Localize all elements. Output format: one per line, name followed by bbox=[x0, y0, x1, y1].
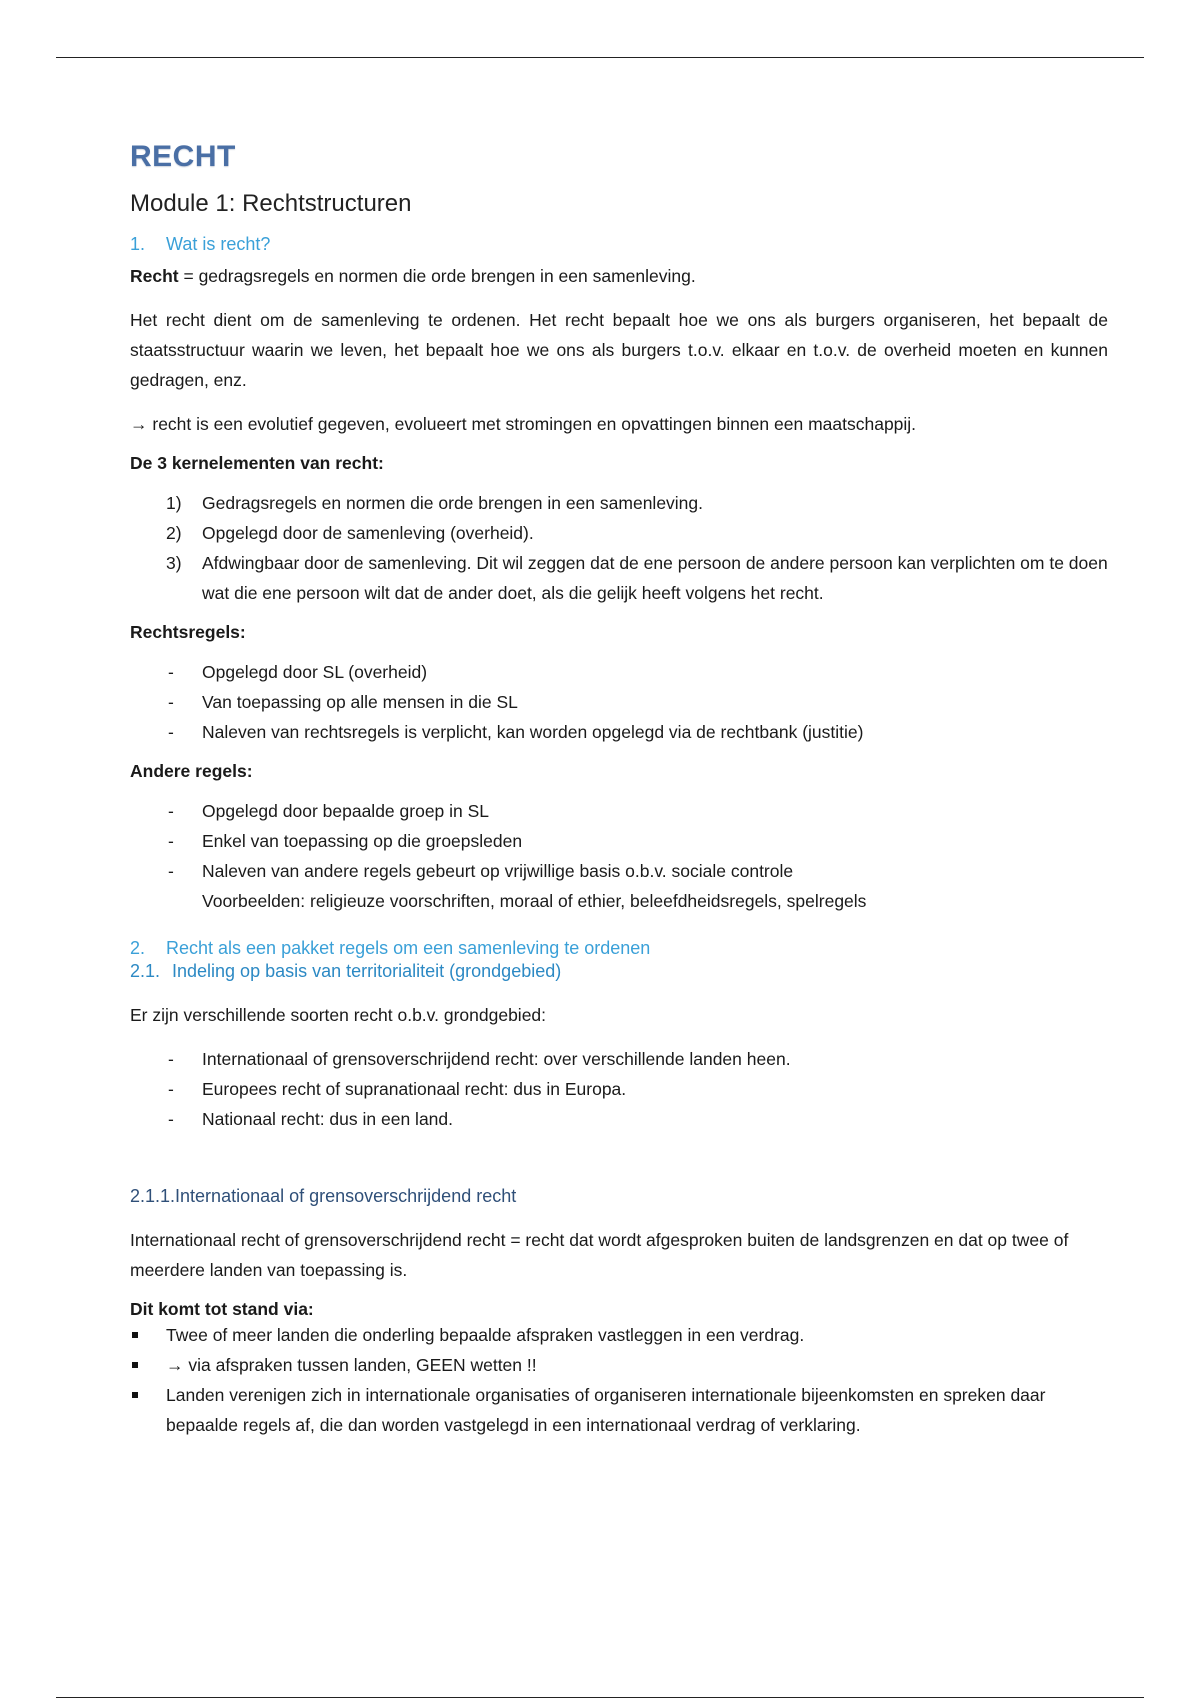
dash-marker: - bbox=[168, 831, 174, 851]
subsection-2-1-heading bbox=[130, 961, 1108, 982]
internationaal-recht-paragraph: Internationaal recht of grensoverschrijdend recht = recht dat wordt afgesproken buiten de landsgrenzen en dat op twee of meerdere landen van toepassing is. bbox=[130, 1230, 1069, 1280]
list-item-text: Landen verenigen zich in internationale organisaties of organiseren internationale bijeenkomsten en spreken daar bepaalde regels af, die dan worden vastgelegd in een internationaal verdrag of verklaring. bbox=[166, 1385, 1046, 1435]
list-item bbox=[130, 1350, 1108, 1380]
section-title: Recht als een pakket regels om een samenleving te ordenen bbox=[166, 938, 651, 958]
section-2-heading bbox=[130, 938, 1108, 959]
dash-marker: - bbox=[168, 1049, 174, 1069]
document-title: RECHT bbox=[130, 140, 236, 173]
section-number: 2. bbox=[130, 938, 146, 958]
list-item bbox=[130, 1104, 1108, 1134]
document-page bbox=[130, 140, 1108, 1454]
list-item-text: Van toepassing op alle mensen in die SL bbox=[202, 692, 518, 712]
list-item-text: Enkel van toepassing op die groepsleden bbox=[202, 831, 523, 851]
list-item bbox=[130, 1320, 1108, 1350]
list-item bbox=[130, 548, 1108, 608]
list-item-text: Twee of meer landen die onderling bepaalde afspraken vastleggen in een verdrag. bbox=[166, 1325, 805, 1345]
list-marker: 2) bbox=[166, 523, 182, 543]
territorialiteit-list bbox=[130, 1044, 1108, 1134]
list-item-text: Europees recht of supranationaal recht: dus in Europa. bbox=[202, 1079, 627, 1099]
kernelementen-label: De 3 kernelementen van recht: bbox=[130, 453, 384, 473]
list-item bbox=[130, 1380, 1108, 1440]
tot-stand-label: Dit komt tot stand via: bbox=[130, 1299, 314, 1319]
section-title: Wat is recht? bbox=[166, 234, 271, 254]
rechtsregels-label: Rechtsregels: bbox=[130, 622, 246, 642]
recht-definition bbox=[130, 261, 1108, 291]
list-item bbox=[130, 796, 1108, 826]
dash-marker: - bbox=[168, 1079, 174, 1099]
square-bullet-icon bbox=[132, 1392, 138, 1398]
square-bullet-icon bbox=[132, 1362, 138, 1368]
definition-term: Recht bbox=[130, 266, 179, 286]
examples-text: Voorbeelden: religieuze voorschriften, moraal of ethier, beleefdheidsregels, spelregels bbox=[202, 891, 867, 911]
subsection-title: Indeling op basis van territorialiteit (grondgebied) bbox=[172, 961, 562, 981]
tot-stand-list bbox=[130, 1320, 1108, 1440]
list-item-text: Opgelegd door de samenleving (overheid). bbox=[202, 523, 534, 543]
list-item-text: → via afspraken tussen landen, GEEN wetten !! bbox=[166, 1355, 537, 1375]
recht-paragraph: Het recht dient om de samenleving te ordenen. Het recht bepaalt hoe we ons als burgers organiseren, het bepaalt de staatsstructuur waarin we leven, het bepaalt hoe we ons als burgers t.o.v. elkaar en t.o.v. de overheid moeten en kunnen gedragen, enz. bbox=[130, 310, 1108, 390]
list-item bbox=[130, 687, 1108, 717]
kernelementen-list bbox=[130, 488, 1108, 608]
list-item bbox=[130, 657, 1108, 687]
list-item-text: Opgelegd door bepaalde groep in SL bbox=[202, 801, 490, 821]
list-item bbox=[130, 856, 1108, 916]
andere-regels-list bbox=[130, 796, 1108, 916]
list-item-text: Afdwingbaar door de samenleving. Dit wil zeggen dat de ene persoon de andere persoon kan verplichten om te doen wat die ene persoon wilt dat de ander doet, als die gelijk heeft volgens het recht. bbox=[202, 553, 1108, 603]
subsection-2-1-1-heading: 2.1.1.Internationaal of grensoverschrijdend recht bbox=[130, 1186, 517, 1206]
territorialiteit-intro: Er zijn verschillende soorten recht o.b.v. grondgebied: bbox=[130, 1005, 547, 1025]
list-item-text: Naleven van andere regels gebeurt op vrijwillige basis o.b.v. sociale controle bbox=[202, 861, 794, 881]
dash-marker: - bbox=[168, 692, 174, 712]
section-number: 1. bbox=[130, 234, 146, 254]
dash-marker: - bbox=[168, 662, 174, 682]
list-item-text: Gedragsregels en normen die orde brengen in een samenleving. bbox=[202, 493, 704, 513]
list-marker: 1) bbox=[166, 493, 182, 513]
list-item bbox=[130, 1074, 1108, 1104]
list-item bbox=[130, 1044, 1108, 1074]
dash-marker: - bbox=[168, 722, 174, 742]
list-item-text: Internationaal of grensoverschrijdend recht: over verschillende landen heen. bbox=[202, 1049, 791, 1069]
list-item bbox=[130, 826, 1108, 856]
dash-marker: - bbox=[168, 861, 174, 881]
module-heading: Module 1: Rechtstructuren bbox=[130, 190, 412, 217]
list-marker: 3) bbox=[166, 553, 182, 573]
footer-rule bbox=[56, 1697, 1144, 1698]
list-item bbox=[130, 717, 1108, 747]
arrow-note: → recht is een evolutief gegeven, evolueert met stromingen en opvattingen binnen een maatschappij. bbox=[130, 414, 917, 434]
subsection-number: 2.1. bbox=[130, 961, 161, 981]
list-item bbox=[130, 488, 1108, 518]
dash-marker: - bbox=[168, 1109, 174, 1129]
definition-text: = gedragsregels en normen die orde brengen in een samenleving. bbox=[178, 266, 696, 286]
square-bullet-icon bbox=[132, 1332, 138, 1338]
list-item-text: Nationaal recht: dus in een land. bbox=[202, 1109, 453, 1129]
andere-regels-label: Andere regels: bbox=[130, 761, 253, 781]
dash-marker: - bbox=[168, 801, 174, 821]
rechtsregels-list bbox=[130, 657, 1108, 747]
list-item-text: Opgelegd door SL (overheid) bbox=[202, 662, 428, 682]
list-item bbox=[130, 518, 1108, 548]
header-rule bbox=[56, 57, 1144, 58]
list-item-text: Naleven van rechtsregels is verplicht, kan worden opgelegd via de rechtbank (justitie) bbox=[202, 722, 864, 742]
section-1-heading bbox=[130, 234, 1108, 255]
